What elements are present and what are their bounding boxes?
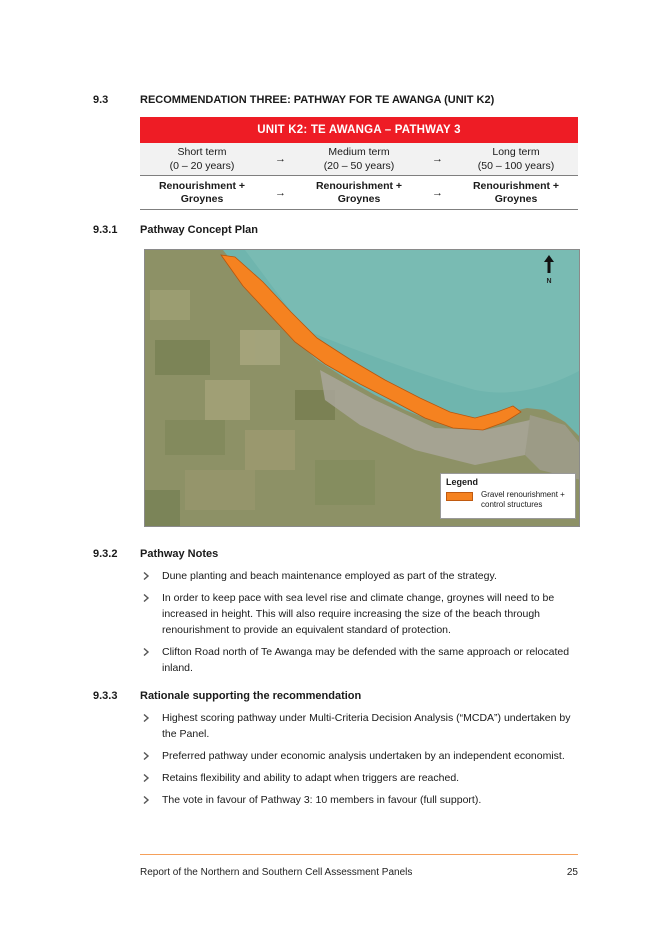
legend-row — [446, 490, 570, 510]
notes-list — [140, 568, 580, 682]
legend-swatch — [446, 492, 473, 501]
chevron-right-icon — [142, 774, 150, 782]
arrow-icon: → — [432, 153, 443, 165]
action-short: Renourishment + Groynes — [158, 179, 246, 205]
rationale-title: Rationale supporting the recommendation — [140, 690, 362, 702]
north-arrow — [543, 255, 555, 285]
period-label: Medium term — [328, 146, 390, 158]
chevron-right-icon — [142, 714, 150, 722]
period-short — [140, 145, 264, 173]
arrow-icon: → — [432, 186, 443, 199]
period-range: (20 – 50 years) — [323, 160, 395, 172]
section-title: RECOMMENDATION THREE: PATHWAY FOR TE AWANGA (UNIT K2) — [140, 94, 495, 106]
map-legend — [440, 473, 576, 519]
list-item — [140, 644, 580, 676]
pathway-map — [144, 249, 580, 527]
pathway-table — [140, 117, 578, 210]
list-item — [140, 792, 580, 808]
action-medium: Renourishment + Groynes — [315, 179, 403, 205]
footer-text: Report of the Northern and Southern Cell Assessment Panels — [140, 867, 413, 878]
section-number: 9.3 — [93, 94, 109, 106]
arrow-icon: → — [275, 186, 286, 199]
legend-label: Gravel renourishment + control structures — [481, 490, 565, 509]
periods-row — [140, 143, 578, 176]
list-item — [140, 710, 580, 742]
period-long — [454, 145, 578, 173]
north-arrow-icon — [543, 255, 555, 273]
chevron-right-icon — [142, 572, 150, 580]
arrow-icon: → — [275, 153, 286, 165]
list-item — [140, 770, 580, 786]
period-medium — [297, 145, 421, 173]
period-range: (50 – 100 years) — [477, 160, 555, 172]
list-item-text: Retains flexibility and ability to adapt when triggers are reached. — [162, 772, 460, 784]
legend-title: Legend — [446, 477, 479, 487]
list-item — [140, 568, 580, 584]
chevron-right-icon — [142, 796, 150, 804]
notes-number: 9.3.2 — [93, 548, 118, 560]
period-label: Short term — [177, 146, 227, 158]
chevron-right-icon — [142, 594, 150, 602]
list-item — [140, 590, 580, 638]
chevron-right-icon — [142, 752, 150, 760]
concept-title: Pathway Concept Plan — [140, 224, 258, 236]
list-item-text: The vote in favour of Pathway 3: 10 members in favour (full support). — [162, 794, 482, 806]
list-item-text: Clifton Road north of Te Awanga may be defended with the same approach or relocated inland. — [162, 646, 570, 674]
period-range: (0 – 20 years) — [169, 160, 235, 172]
footer-divider — [140, 854, 578, 855]
rationale-number: 9.3.3 — [93, 690, 118, 702]
action-long: Renourishment + Groynes — [472, 179, 560, 205]
notes-title: Pathway Notes — [140, 548, 219, 560]
list-item-text: Dune planting and beach maintenance employed as part of the strategy. — [162, 570, 497, 582]
list-item-text: In order to keep pace with sea level rise and climate change, groynes will need to be increased in height. This will also require increasing the size of the beach through renourishment to provide an equivalent standard of protection. — [162, 592, 555, 636]
period-label: Long term — [492, 146, 540, 158]
rationale-list — [140, 710, 580, 814]
list-item — [140, 748, 580, 764]
page-number: 25 — [566, 867, 578, 878]
actions-row — [140, 176, 578, 210]
list-item-text: Highest scoring pathway under Multi-Criteria Decision Analysis (“MCDA”) undertaken by the Panel. — [162, 712, 571, 740]
list-item-text: Preferred pathway under economic analysis undertaken by an independent economist. — [162, 750, 565, 762]
north-label: N — [546, 278, 552, 285]
concept-number: 9.3.1 — [93, 224, 118, 236]
chevron-right-icon — [142, 648, 150, 656]
table-header: UNIT K2: TE AWANGA – PATHWAY 3 — [140, 117, 578, 143]
